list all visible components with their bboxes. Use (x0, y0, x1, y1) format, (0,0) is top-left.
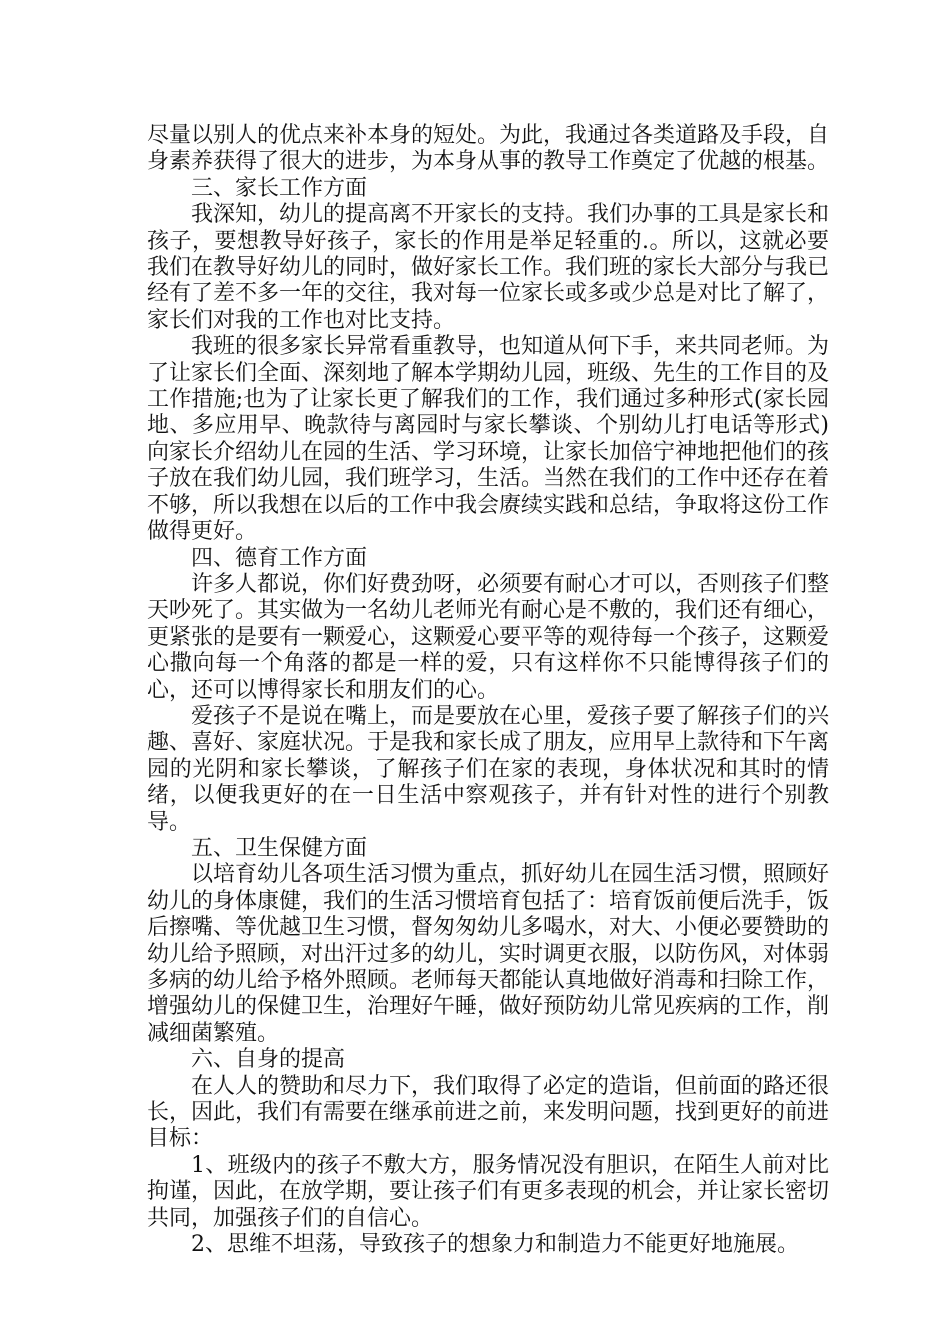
list-item: 1、班级内的孩子不敷大方，服务情况没有胆识，在陌生人前对比拘谨，因此，在放学期，要让孩子们有更多表现的机会，并让家长密切共同，加强孩子们的自信心。 (147, 1152, 830, 1231)
paragraph: 我班的很多家长异常看重教导，也知道从何下手，来共同老师。为了让家长们全面、深刻地了解本学期幼儿园，班级、先生的工作目的及工作措施;也为了让家长更了解我们的工作，我们通过多种形式(家长园地、多应用早、晚款待与离园时与家长攀谈、个别幼儿打电话等形式)向家长介绍幼儿在园的生活、学习环境，让家长加倍宁神地把他们的孩子放在我们幼儿园，我们班学习，生活。当然在我们的工作中还存在着不够，所以我想在以后的工作中我会赓续实践和总结，争取将这份工作做得更好。 (147, 334, 830, 545)
section-heading: 四、德育工作方面 (191, 545, 368, 571)
list-item: 2、思维不坦荡，导致孩子的想象力和制造力不能更好地施展。 (191, 1232, 799, 1258)
paragraph: 尽量以别人的优点来补本身的短处。为此，我通过各类道路及手段，自身素养获得了很大的进步，为本身从事的教导工作奠定了优越的根基。 (147, 123, 830, 175)
document-body (147, 123, 829, 1258)
section-heading: 六、自身的提高 (191, 1047, 346, 1073)
section-heading: 五、卫生保健方面 (191, 835, 368, 861)
section-heading: 三、家长工作方面 (191, 175, 368, 201)
paragraph: 我深知，幼儿的提高离不开家长的支持。我们办事的工具是家长和孩子，要想教导好孩子，家长的作用是举足轻重的.。所以，这就必要我们在教导好幼儿的同时，做好家长工作。我们班的家长大部分与我已经有了差不多一年的交往，我对每一位家长或多或少总是对比了解了，家长们对我的工作也对比支持。 (147, 202, 830, 333)
paragraph: 爱孩子不是说在嘴上，而是要放在心里，爱孩子要了解孩子们的兴趣、喜好、家庭状况。于是我和家长成了朋友，应用早上款待和下午离园的光阴和家长攀谈，了解孩子们在家的表现，身体状况和其时的情绪，以便我更好的在一日生活中察观孩子，并有针对性的进行个别教导。 (147, 703, 830, 835)
paragraph: 以培育幼儿各项生活习惯为重点，抓好幼儿在园生活习惯，照顾好幼儿的身体康健，我们的生活习惯培育包括了：培育饭前便后洗手，饭后擦嘴、等优越卫生习惯，督匆匆幼儿多喝水，对大、小便必要赞助的幼儿给予照顾，对出汗过多的幼儿，实时调更衣服，以防伤风，对体弱多病的幼儿给予格外照顾。老师每天都能认真地做好消毒和扫除工作，增强幼儿的保健卫生，治理好午睡，做好预防幼儿常见疾病的工作，削减细菌繁殖。 (147, 862, 830, 1046)
paragraph: 在人人的赞助和尽力下，我们取得了必定的造诣，但前面的路还很长，因此，我们有需要在继承前进之前，来发明问题，找到更好的前进目标： (147, 1073, 830, 1152)
paragraph: 许多人都说，你们好费劲呀，必须要有耐心才可以，否则孩子们整天吵死了。其实做为一名幼儿老师光有耐心是不敷的，我们还有细心，更紧张的是要有一颗爱心，这颗爱心要平等的观待每一个孩子，这颗爱心撒向每一个角落的都是一样的爱，只有这样你不只能博得孩子们的心，还可以博得家长和朋友们的心。 (147, 571, 830, 703)
